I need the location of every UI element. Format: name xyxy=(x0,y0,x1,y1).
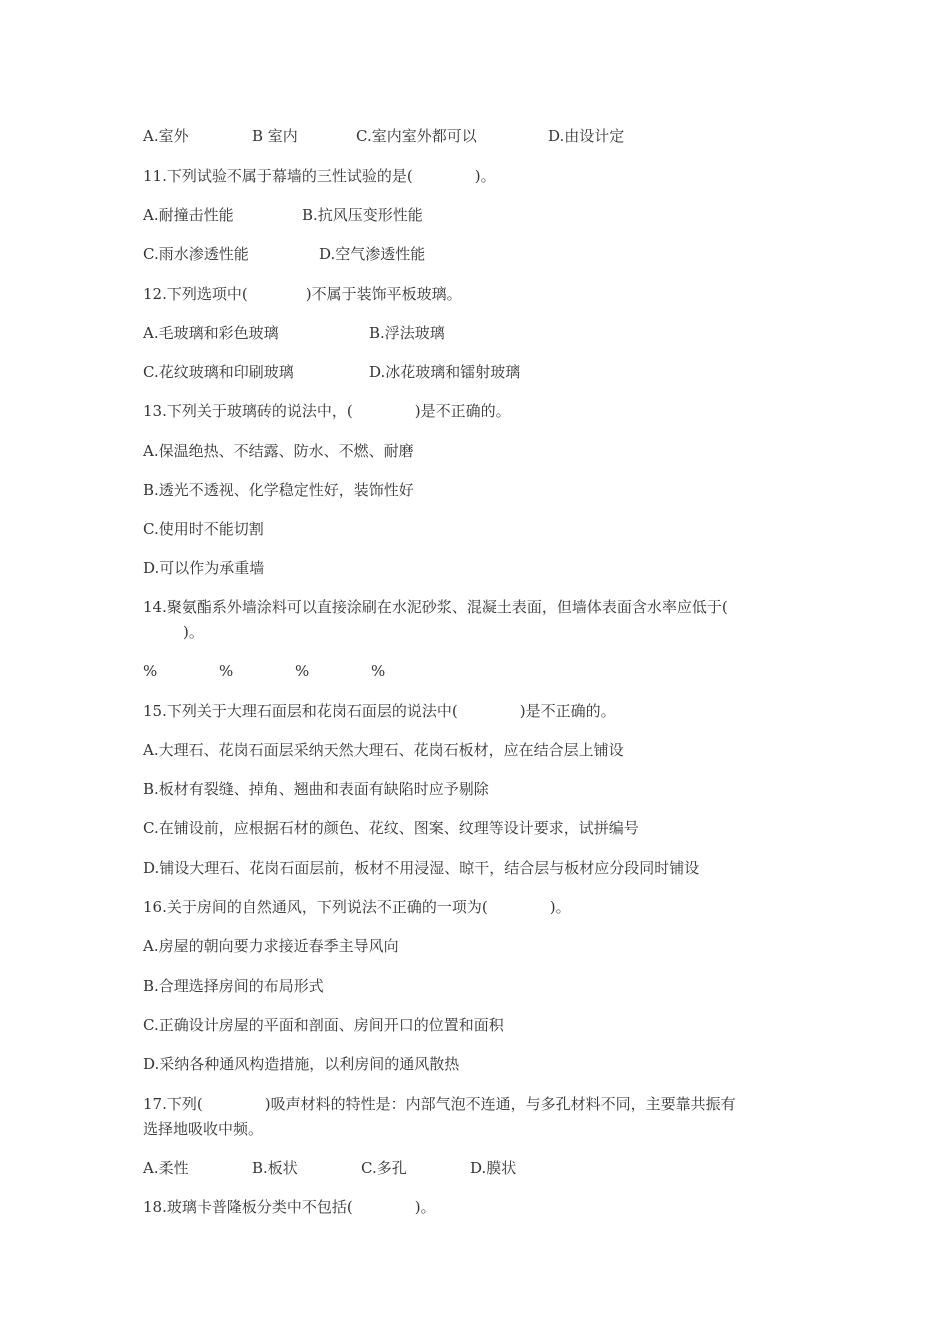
stem-text: )。 xyxy=(183,623,204,641)
question-17-stem xyxy=(143,1094,736,1114)
stem-text: 13.下列关于玻璃砖的说法中，( xyxy=(143,402,353,420)
option-d: D.空气渗透性能 xyxy=(319,245,426,263)
option-b: B.板状 xyxy=(252,1159,298,1177)
option-b: % xyxy=(219,662,234,680)
stem-text: 12.下列选项中( xyxy=(143,285,248,303)
question-11-stem xyxy=(143,166,496,186)
option-d: % xyxy=(371,662,386,680)
option-a: A.耐撞击性能 xyxy=(143,206,234,224)
option-c: C.雨水渗透性能 xyxy=(143,245,249,263)
stem-text: 16.关于房间的自然通风，下列说法不正确的一项为( xyxy=(143,898,488,916)
option-a: A.室外 xyxy=(143,127,189,145)
option-b: B 室内 xyxy=(252,127,298,145)
stem-text: )。 xyxy=(414,1198,436,1216)
stem-text: 11.下列试验不属于幕墙的三性试验的是( xyxy=(143,167,413,185)
option-b: B.合理选择房间的布局形式 xyxy=(143,977,324,995)
stem-text: 15.下列关于大理石面层和花岗石面层的说法中( xyxy=(143,702,458,720)
stem-text: )不属于装饰平板玻璃。 xyxy=(305,285,462,303)
stem-text: )。 xyxy=(474,167,496,185)
option-c: C.多孔 xyxy=(361,1159,407,1177)
stem-text: 18.玻璃卡普隆板分类中不包括( xyxy=(143,1198,353,1216)
question-15-stem xyxy=(143,701,616,721)
option-d: D.膜状 xyxy=(470,1159,517,1177)
option-b: B.透光不透视、化学稳定性好，装饰性好 xyxy=(143,481,414,499)
stem-text: 17.下列( xyxy=(143,1095,203,1113)
question-16-stem xyxy=(143,897,571,917)
option-c: C.使用时不能切割 xyxy=(143,520,264,538)
option-d: D.冰花玻璃和镭射玻璃 xyxy=(369,363,521,381)
question-12-stem xyxy=(143,284,462,304)
stem-text: )是不正确的。 xyxy=(414,402,511,420)
option-a: % xyxy=(143,662,158,680)
option-d: D.铺设大理石、花岗石面层前，板材不用浸湿、晾干，结合层与板材应分段同时铺设 xyxy=(143,859,700,877)
question-13-stem xyxy=(143,401,511,421)
option-c: % xyxy=(295,662,310,680)
question-14-stem-cont xyxy=(143,622,204,642)
stem-text: )是不正确的。 xyxy=(519,702,616,720)
option-b: B.抗风压变形性能 xyxy=(302,206,423,224)
option-d: D.可以作为承重墙 xyxy=(143,559,265,577)
option-c: C.正确设计房屋的平面和剖面、房间开口的位置和面积 xyxy=(143,1016,504,1034)
option-b: B.浮法玻璃 xyxy=(369,324,445,342)
option-c: C.在铺设前，应根据石材的颜色、花纹、图案、纹理等设计要求，试拼编号 xyxy=(143,819,639,837)
stem-text: )吸声材料的特性是：内部气泡不连通，与多孔材料不同，主要靠共振有 xyxy=(264,1095,736,1113)
option-b: B.板材有裂缝、掉角、翘曲和表面有缺陷时应予剔除 xyxy=(143,780,489,798)
question-17-stem-cont: 选择地吸收中频。 xyxy=(143,1120,264,1138)
option-d: D.采纳各种通风构造措施，以利房间的通风散热 xyxy=(143,1055,460,1073)
option-a: A.大理石、花岗石面层采纳天然大理石、花岗石板材，应在结合层上铺设 xyxy=(143,741,624,759)
option-c: C.花纹玻璃和印刷玻璃 xyxy=(143,363,294,381)
question-18-stem xyxy=(143,1197,436,1217)
stem-text: )。 xyxy=(549,898,571,916)
option-d: D.由设计定 xyxy=(548,127,625,145)
option-a: A.毛玻璃和彩色玻璃 xyxy=(143,324,279,342)
option-c: C.室内室外都可以 xyxy=(356,127,477,145)
option-a: A.房屋的朝向要力求接近春季主导风向 xyxy=(143,937,399,955)
option-a: A.保温绝热、不结露、防水、不燃、耐磨 xyxy=(143,442,414,460)
option-a: A.柔性 xyxy=(143,1159,189,1177)
question-14-stem: 14.聚氨酯系外墙涂料可以直接涂刷在水泥砂浆、混凝土表面，但墙体表面含水率应低于( xyxy=(143,598,728,616)
